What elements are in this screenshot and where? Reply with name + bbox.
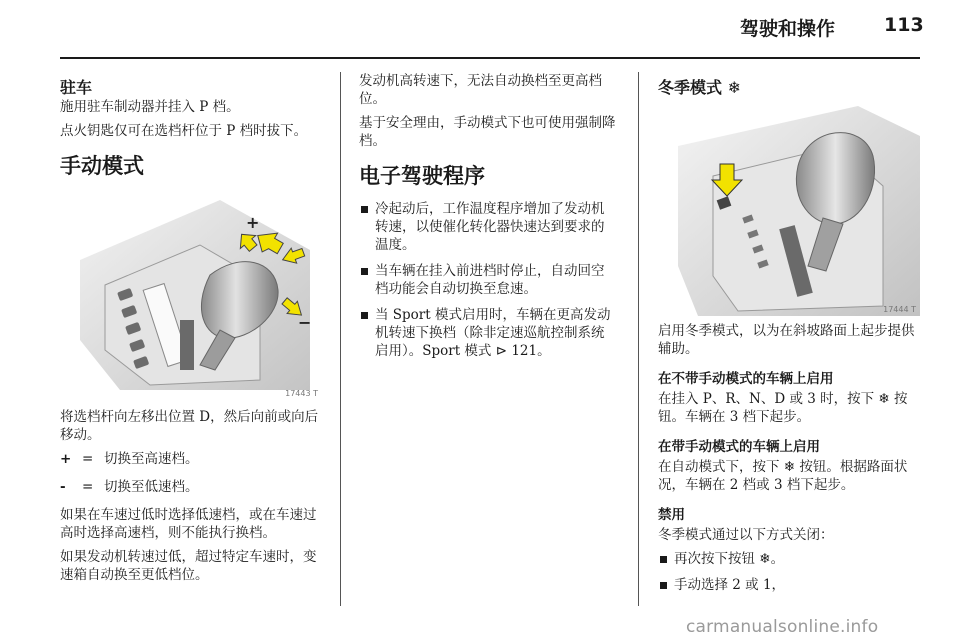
header-rule bbox=[60, 57, 920, 59]
column-middle bbox=[359, 72, 617, 368]
body-paragraph: 如果在车速过低时选择低速档，或在车速过高时选择高速档，则不能执行换档。 bbox=[60, 507, 317, 541]
figure-code: 17443 T bbox=[285, 389, 318, 398]
definition-downshift bbox=[60, 478, 322, 496]
column-left bbox=[60, 72, 322, 590]
figure-caption: 将选档杆向左移出位置 D，然后向前或向后移动。 bbox=[60, 409, 319, 443]
figure-code: 17444 T bbox=[883, 305, 916, 314]
page-number: 113 bbox=[884, 14, 924, 36]
equals-symbol: = bbox=[82, 479, 94, 495]
minus-symbol: - bbox=[60, 479, 66, 495]
plus-symbol: + bbox=[60, 451, 72, 467]
parking-paragraph: 点火钥匙仅可在选档杆位于 P 档时拔下。 bbox=[60, 123, 308, 139]
equals-symbol: = bbox=[82, 451, 94, 467]
manual-mode-heading: 手动模式 bbox=[60, 154, 144, 178]
body-paragraph: 启用冬季模式，以为在斜坡路面上起步提供辅助。 bbox=[658, 323, 915, 357]
list-item: 当 Sport 模式启用时，车辆在更高发动机转速下换档（除非定速巡航控制系统启用）。Sport 模式 ⊳ 121。 bbox=[359, 306, 617, 360]
svg-text:+: + bbox=[246, 213, 260, 232]
list-item: 手动选择 2 或 1， bbox=[658, 576, 920, 594]
page-header-title: 驾驶和操作 bbox=[740, 18, 836, 40]
column-divider bbox=[638, 72, 639, 606]
body-paragraph: 在自动模式下，按下 ❄ 按钮。根据路面状况，车辆在 2 档或 3 档下起步。 bbox=[658, 459, 908, 493]
parking-heading: 驻车 bbox=[60, 78, 93, 97]
body-paragraph: 在挂入 P、R、N、D 或 3 时，按下 ❄ 按钮。车辆在 3 档下起步。 bbox=[658, 391, 908, 425]
electronic-program-list bbox=[359, 200, 617, 360]
body-paragraph: 发动机高转速下，无法自动换档至更高档位。 bbox=[359, 73, 602, 107]
gear-lever-manual-figure bbox=[60, 190, 322, 400]
column-right bbox=[658, 72, 920, 602]
disable-list bbox=[658, 550, 920, 594]
subheading: 在带手动模式的车辆上启用 bbox=[658, 439, 820, 455]
svg-text:−: − bbox=[298, 313, 312, 332]
body-paragraph: 基于安全理由，手动模式下也可使用强制降档。 bbox=[359, 115, 616, 149]
list-item: 冷起动后，工作温度程序增加了发动机转速，以使催化转化器快速达到要求的温度。 bbox=[359, 200, 617, 254]
definition-upshift bbox=[60, 450, 322, 468]
gear-lever-illustration bbox=[60, 190, 322, 400]
subheading: 禁用 bbox=[658, 507, 685, 523]
column-divider bbox=[340, 72, 341, 606]
parking-paragraph: 施用驻车制动器并挂入 P 档。 bbox=[60, 99, 240, 115]
list-item: 再次按下按钮 ❄。 bbox=[658, 550, 920, 568]
watermark: carmanualsonline.info bbox=[686, 617, 879, 637]
winter-mode-heading: 冬季模式 ❄ bbox=[658, 78, 741, 97]
subheading: 在不带手动模式的车辆上启用 bbox=[658, 371, 834, 387]
definition-text: 切换至高速档。 bbox=[104, 451, 199, 467]
body-paragraph: 如果发动机转速过低，超过特定车速时，变速箱自动换至更低档位。 bbox=[60, 549, 317, 583]
electronic-program-heading: 电子驾驶程序 bbox=[359, 164, 485, 188]
list-item: 当车辆在挂入前进档时停止，自动回空档功能会自动切换至怠速。 bbox=[359, 262, 617, 298]
body-paragraph: 冬季模式通过以下方式关闭： bbox=[658, 527, 834, 543]
gear-lever-winter-illustration bbox=[658, 106, 920, 316]
winter-mode-figure bbox=[658, 106, 920, 316]
definition-text: 切换至低速档。 bbox=[104, 479, 199, 495]
